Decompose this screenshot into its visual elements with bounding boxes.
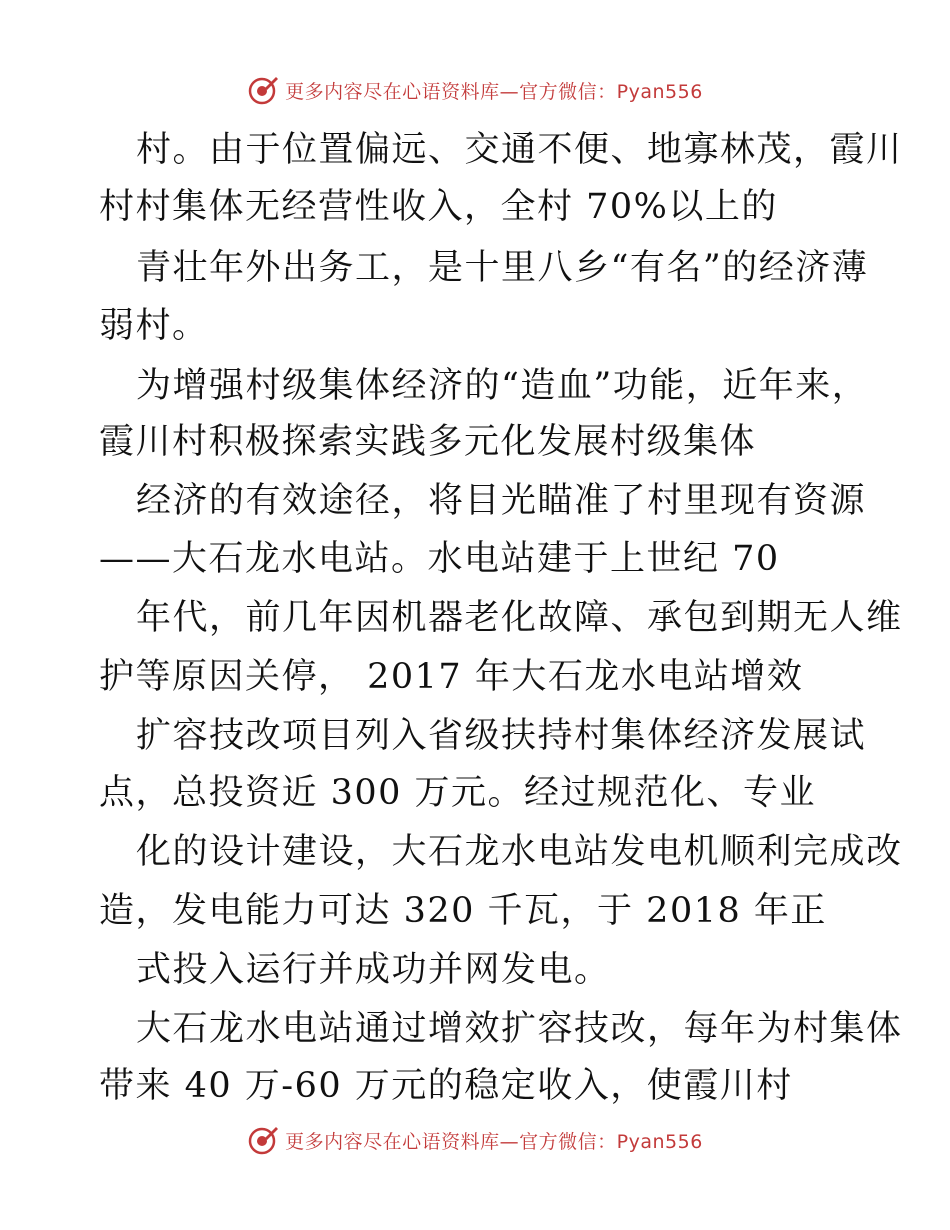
footer-banner xyxy=(0,1120,950,1160)
text-line: 村村集体无经营性收入，全村 70%以上的 xyxy=(99,187,778,227)
text-line: 带来 40 万-60 万元的稳定收入，使霞川村 xyxy=(99,1066,793,1106)
text-line: 青壮年外出务工，是十里八乡“有名”的经济薄 xyxy=(136,248,869,288)
text-line: 大石龙水电站通过增效扩容技改，每年为村集体 xyxy=(136,1009,903,1049)
text-line: 年代，前几年因机器老化故障、承包到期无人维 xyxy=(136,598,903,638)
header-text: 更多内容尽在心语资料库—官方微信：Pyan556 xyxy=(285,80,703,103)
text-line: 弱村。 xyxy=(99,306,209,346)
text-line: 造，发电能力可达 320 千瓦，于 2018 年正 xyxy=(99,891,827,931)
text-line: 点，总投资近 300 万元。经过规范化、专业 xyxy=(99,773,817,813)
footer-text: 更多内容尽在心语资料库—官方微信：Pyan556 xyxy=(285,1130,703,1153)
header-banner xyxy=(0,70,950,110)
text-line: 村。由于位置偏远、交通不便、地寡林茂，霞川 xyxy=(136,130,903,170)
pen-seal-logo xyxy=(247,74,279,106)
text-line: 经济的有效途径，将目光瞄准了村里现有资源 xyxy=(136,481,867,521)
text-line: 扩容技改项目列入省级扶持村集体经济发展试 xyxy=(136,716,867,756)
text-line: ——大石龙水电站。水电站建于上世纪 70 xyxy=(99,539,780,579)
text-line: 式投入运行并成功并网发电。 xyxy=(136,950,611,990)
text-line: 护等原因关停， 2017 年大石龙水电站增效 xyxy=(99,657,804,697)
text-line: 霞川村积极探索实践多元化发展村级集体 xyxy=(99,422,757,462)
text-line: 化的设计建设，大石龙水电站发电机顺利完成改 xyxy=(136,832,903,872)
text-line: 为增强村级集体经济的“造血”功能，近年来， xyxy=(136,366,869,406)
pen-seal-logo xyxy=(247,1124,279,1156)
